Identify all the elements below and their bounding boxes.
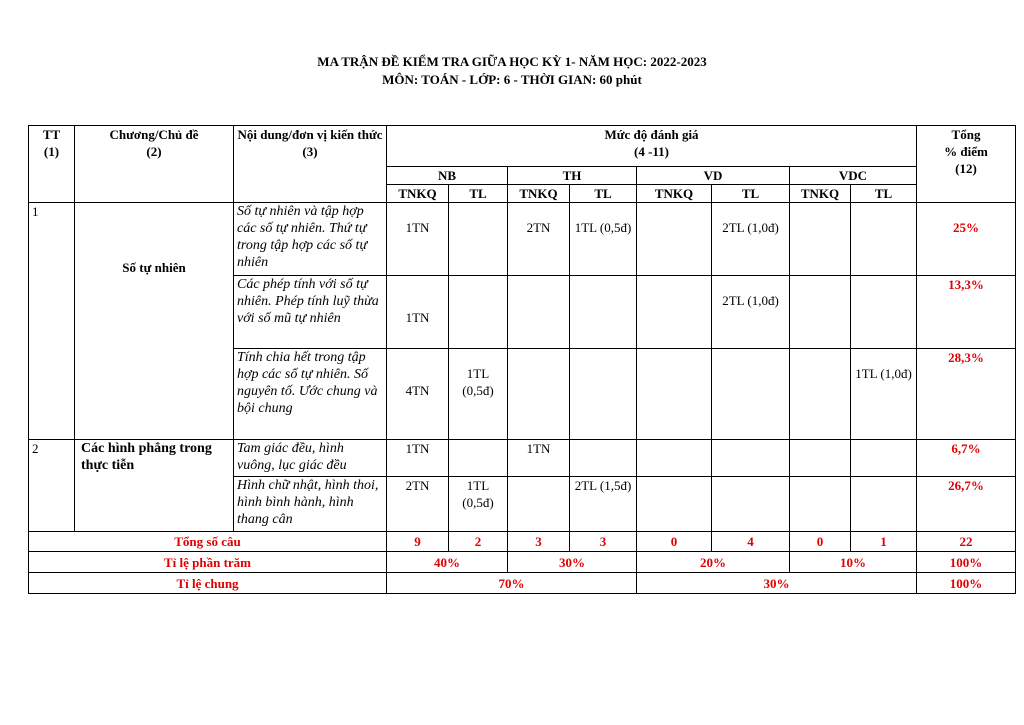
header-tt: TT (1): [29, 126, 75, 203]
header-assessment-level: Mức độ đánh giá (4 -11): [387, 126, 917, 167]
percent-row: [29, 552, 1016, 573]
cell: [790, 477, 851, 532]
header-sub: TL: [851, 185, 917, 203]
total-value: 0: [790, 532, 851, 552]
cell: [851, 477, 917, 532]
cell: 1TN: [387, 203, 449, 276]
total-value: 4: [712, 532, 790, 552]
cell: [449, 440, 508, 477]
header-sub: TNKQ: [637, 185, 712, 203]
percent-total: 100%: [917, 552, 1016, 573]
cell: [508, 276, 570, 349]
content-cell: Tính chia hết trong tập hợp các số tự nhiên. Số nguyên tố. Ước chung và bội chung: [234, 349, 387, 440]
cell: 1TL (0,5đ): [449, 349, 508, 440]
header-group-vdc: VDC: [790, 167, 917, 185]
cell: [570, 349, 637, 440]
cell: 2TN: [508, 203, 570, 276]
header-sub: TNKQ: [508, 185, 570, 203]
total-value: 9: [387, 532, 449, 552]
general-ratio-value-1: 70%: [387, 573, 637, 594]
general-ratio-row: [29, 573, 1016, 594]
cell: 2TL (1,0đ): [712, 276, 790, 349]
cell: [508, 477, 570, 532]
cell: [851, 440, 917, 477]
topic-number: 1: [29, 203, 75, 440]
total-value: 2: [449, 532, 508, 552]
cell: [851, 203, 917, 276]
cell: 1TN: [508, 440, 570, 477]
topic-name: Số tự nhiên: [75, 203, 234, 440]
total-questions-label: Tổng số câu: [29, 532, 387, 552]
total-value: 3: [570, 532, 637, 552]
document-subtitle: MÔN: TOÁN - LỚP: 6 - THỜI GIAN: 60 phút: [382, 72, 642, 87]
content-cell: Tam giác đều, hình vuông, lục giác đều: [234, 440, 387, 477]
header-sub: TL: [712, 185, 790, 203]
header-group-nb: NB: [387, 167, 508, 185]
cell: 1TL (0,5đ): [449, 477, 508, 532]
cell: 1TL (0,5đ): [570, 203, 637, 276]
cell: 1TN: [387, 276, 449, 349]
general-ratio-total: 100%: [917, 573, 1016, 594]
cell: [637, 440, 712, 477]
percent-value-vd: 20%: [637, 552, 790, 573]
cell: [570, 276, 637, 349]
header-sub: TL: [570, 185, 637, 203]
cell: [790, 440, 851, 477]
general-ratio-value-2: 30%: [637, 573, 917, 594]
percent-value-th: 30%: [508, 552, 637, 573]
topic-name: Các hình phẳng trong thực tiễn: [75, 440, 234, 532]
header-group-vd: VD: [637, 167, 790, 185]
cell: 1TN: [387, 440, 449, 477]
header-group-th: TH: [508, 167, 637, 185]
cell: 2TL (1,0đ): [712, 203, 790, 276]
header-chapter: Chương/Chủ đề (2): [75, 126, 234, 203]
percent-label: Tỉ lệ phần trăm: [29, 552, 387, 573]
cell: [449, 203, 508, 276]
cell: [570, 440, 637, 477]
header-total: Tổng % điểm (12): [917, 126, 1016, 203]
cell: [712, 349, 790, 440]
cell: [637, 477, 712, 532]
cell: 2TN: [387, 477, 449, 532]
cell: [637, 276, 712, 349]
cell: [790, 203, 851, 276]
percent-value-vdc: 10%: [790, 552, 917, 573]
general-ratio-label: Tỉ lệ chung: [29, 573, 387, 594]
total-value: 3: [508, 532, 570, 552]
percent-cell: 6,7%: [917, 440, 1016, 477]
percent-value-nb: 40%: [387, 552, 508, 573]
content-cell: Hình chữ nhật, hình thoi, hình bình hành, hình thang cân: [234, 477, 387, 532]
cell: [449, 276, 508, 349]
percent-cell: 13,3%: [917, 276, 1016, 349]
cell: [508, 349, 570, 440]
cell: 4TN: [387, 349, 449, 440]
cell: [790, 276, 851, 349]
table-row: [29, 203, 1016, 276]
total-value: 0: [637, 532, 712, 552]
cell: [712, 440, 790, 477]
cell: [637, 349, 712, 440]
total-questions-sum: 22: [917, 532, 1016, 552]
total-questions-row: [29, 532, 1016, 552]
assessment-matrix-table: [28, 125, 1016, 594]
percent-cell: 28,3%: [917, 349, 1016, 440]
cell: [712, 477, 790, 532]
cell: [851, 276, 917, 349]
percent-cell: 25%: [917, 203, 1016, 276]
header-sub: TNKQ: [790, 185, 851, 203]
cell: 1TL (1,0đ): [851, 349, 917, 440]
header-sub: TNKQ: [387, 185, 449, 203]
cell: [637, 203, 712, 276]
header-sub: TL: [449, 185, 508, 203]
content-cell: Các phép tính với số tự nhiên. Phép tính luỹ thừa với số mũ tự nhiên: [234, 276, 387, 349]
table-row: [29, 440, 1016, 477]
content-cell: Số tự nhiên và tập hợp các số tự nhiên. Thứ tự trong tập hợp các số tự nhiên: [234, 203, 387, 276]
percent-cell: 26,7%: [917, 477, 1016, 532]
document-title: MA TRẬN ĐỀ KIỂM TRA GIỮA HỌC KỲ 1- NĂM HỌC: 2022-2023: [317, 54, 707, 69]
cell: 2TL (1,5đ): [570, 477, 637, 532]
header-content: Nội dung/đơn vị kiến thức (3): [234, 126, 387, 203]
topic-number: 2: [29, 440, 75, 532]
cell: [790, 349, 851, 440]
total-value: 1: [851, 532, 917, 552]
